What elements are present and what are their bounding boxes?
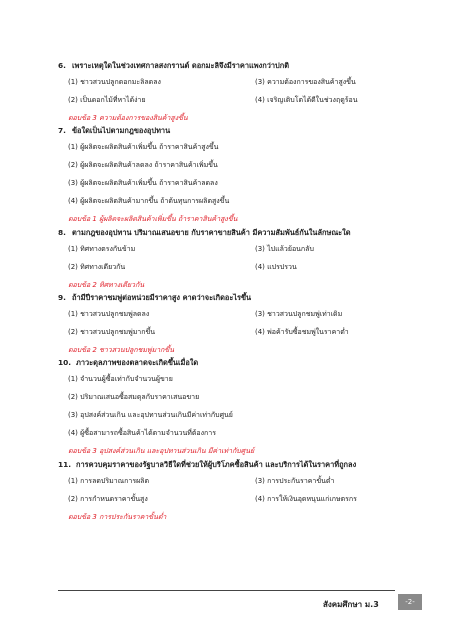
- option-4: (4) เจริญเติบโตได้ดีในช่วงฤดูร้อน: [255, 96, 358, 104]
- option-2: (2) ผู้ผลิตจะผลิตสินค้าลดลง ถ้าราคาสินค้าเพิ่มขึ้น: [68, 161, 218, 169]
- option-3: (3) การประกันราคาขั้นต่ำ: [255, 477, 335, 485]
- question-11: [58, 460, 418, 521]
- answer-text: ตอบข้อ 2 ทิศทางเดียวกัน: [68, 281, 145, 289]
- option-2: (2) เป็นดอกไม้ที่หาได้ง่าย: [68, 96, 146, 104]
- option-2: (2) ปริมาณเสนอซื้อสมดุลกับราคาเสนอขาย: [68, 393, 200, 401]
- question-title: [58, 126, 418, 136]
- answer-text: ตอบข้อ 2 ชาวสวนปลูกชมพู่มากขึ้น: [68, 346, 174, 354]
- question-number: 9.: [58, 293, 66, 302]
- options: [58, 309, 418, 354]
- question-text: ข้อใดเป็นไปตามกฎของอุปทาน: [72, 126, 171, 135]
- options: [58, 476, 418, 521]
- option-3: (3) ผู้ผลิตจะผลิตสินค้าเพิ่มขึ้น ถ้าราคาสินค้าลดลง: [68, 179, 218, 187]
- options: [58, 374, 418, 456]
- footer-subject: สังคมศึกษา ม.3: [323, 600, 379, 609]
- question-title: [58, 61, 418, 71]
- option-3: (3) ไปแล้วย้อนกลับ: [255, 245, 314, 253]
- question-number: 7.: [58, 126, 66, 135]
- question-6: [58, 61, 418, 122]
- question-text: เพราะเหตุใดในช่วงเทศกาลสงกรานต์ ดอกมะลิจึงมีราคาแพงกว่าปกติ: [72, 61, 290, 70]
- option-3: (3) อุปสงค์ส่วนเกิน และอุปทานส่วนเกินมีค่าเท่ากับศูนย์: [68, 411, 233, 419]
- options: [58, 244, 418, 289]
- question-7: [58, 126, 418, 224]
- answer-text: ตอบข้อ 1 ผู้ผลิตจะผลิตสินค้าเพิ่มขึ้น ถ้าราคาสินค้าสูงขึ้น: [68, 215, 238, 223]
- option-1: (1) การลดปริมาณการผลิต: [68, 477, 150, 485]
- option-1: (1) ชาวสวนปลูกชมพู่ลดลง: [68, 310, 150, 318]
- option-1: (1) ผู้ผลิตจะผลิตสินค้าเพิ่มขึ้น ถ้าราคาสินค้าสูงขึ้น: [68, 143, 219, 151]
- question-title: [58, 293, 418, 303]
- option-4: (4) ผู้ผลิตจะผลิตสินค้ามากขึ้น ถ้าต้นทุนการผลิตสูงขึ้น: [68, 197, 230, 205]
- option-1: (1) จำนวนผู้ซื้อเท่ากับจำนวนผู้ขาย: [68, 375, 173, 383]
- question-title: [58, 358, 418, 368]
- question-number: 6.: [58, 61, 66, 70]
- question-number: 11.: [58, 460, 72, 469]
- answer-text: ตอบข้อ 3 อุปสงค์ส่วนเกิน และอุปทานส่วนเกิน มีค่าเท่ากับศูนย์: [68, 447, 255, 455]
- question-8: [58, 228, 418, 289]
- question-text: ถ้ามีปีราคาชมพู่ต่อหน่วยมีราคาสูง คาดว่าจะเกิดอะไรขึ้น: [72, 293, 252, 302]
- option-2: (2) ชาวสวนปลูกชมพู่มากขึ้น: [68, 328, 156, 336]
- answer-text: ตอบข้อ 3 ความต้องการของสินค้าสูงขึ้น: [68, 114, 188, 122]
- option-4: (4) ผู้ซื้อสามารถซื้อสินค้าได้ตามจำนวนที่ต้องการ: [68, 429, 216, 437]
- question-title: [58, 228, 418, 238]
- question-text: ตามกฎของอุปทาน ปริมาณเสนอขาย กับราคาขายสินค้า มีความสัมพันธ์กันในลักษณะใด: [72, 228, 351, 237]
- option-3: (3) ความต้องการของสินค้าสูงขึ้น: [255, 78, 356, 86]
- footer-divider: [58, 590, 395, 591]
- answer-text: ตอบข้อ 3 การประกันราคาขั้นต่ำ: [68, 513, 167, 521]
- question-10: [58, 358, 418, 456]
- question-number: 8.: [58, 228, 66, 237]
- option-1: (1) ทิศทางตรงกันข้าม: [68, 245, 136, 253]
- question-title: [58, 460, 418, 470]
- options: [58, 142, 418, 224]
- question-number: 10.: [58, 358, 72, 367]
- option-1: (1) ชาวสวนปลูกดอกมะลิลดลง: [68, 78, 161, 86]
- page-number: -2-: [398, 594, 422, 610]
- option-4: (4) แปรปรวน: [255, 263, 297, 271]
- question-text: ภาวะดุลภาพของตลาดจะเกิดขึ้นเมื่อใด: [76, 358, 199, 367]
- option-4: (4) การให้เงินอุดหนุนแก่เกษตรกร: [255, 495, 357, 503]
- question-text: การควบคุมราคาของรัฐบาลวิธีใดที่ช่วยให้ผู้บริโภคซื้อสินค้า และบริการได้ในราคาที่ถูกลง: [76, 460, 357, 469]
- options: [58, 77, 418, 122]
- option-2: (2) ทิศทางเดียวกัน: [68, 263, 126, 271]
- option-3: (3) ชาวสวนปลูกชมพู่เท่าเดิม: [255, 310, 343, 318]
- option-2: (2) การกำหนดราคาขั้นสูง: [68, 495, 148, 503]
- question-9: [58, 293, 418, 354]
- option-4: (4) พ่อค้ารับซื้อชมพู่ในราคาต่ำ: [255, 328, 349, 336]
